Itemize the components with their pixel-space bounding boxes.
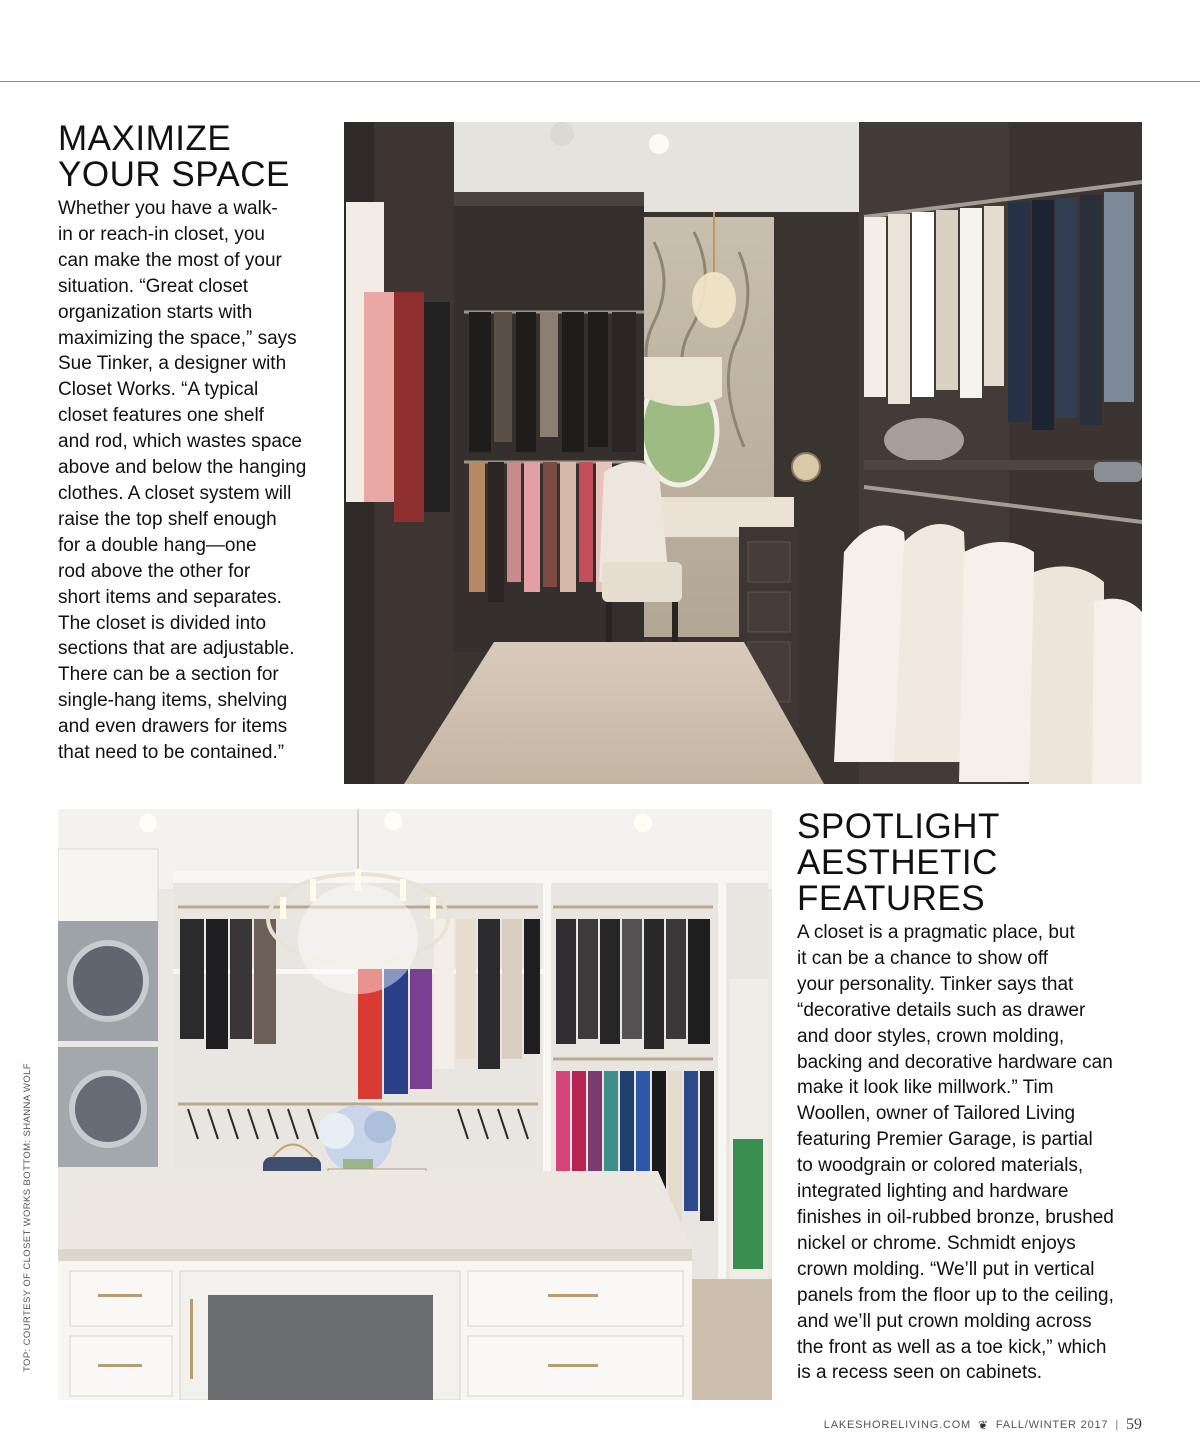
heading-line: YOUR SPACE — [58, 155, 290, 194]
body-line: Woollen, owner of Tailored Living — [797, 1103, 1076, 1125]
body-line: closet features one shelf — [58, 405, 264, 427]
section-body-spotlight — [797, 920, 1114, 1386]
body-line: “decorative details such as drawer — [797, 999, 1086, 1021]
body-line: situation. “Great closet — [58, 275, 249, 297]
body-line: A closet is a pragmatic place, but — [797, 922, 1075, 943]
heading-line: FEATURES — [797, 879, 986, 918]
body-line: and we’ll put crown molding across — [797, 1310, 1092, 1332]
section-heading-maximize — [58, 121, 290, 193]
body-line: sections that are adjustable. — [58, 638, 295, 660]
heading-line: AESTHETIC — [797, 843, 998, 882]
body-line: backing and decorative hardware can — [797, 1051, 1113, 1073]
body-line: rod above the other for — [58, 560, 251, 582]
body-line: in or reach-in closet, you — [58, 223, 265, 245]
body-line: integrated lighting and hardware — [797, 1181, 1069, 1203]
heading-line: MAXIMIZE — [58, 119, 232, 158]
body-line: and rod, which wastes space — [58, 431, 302, 453]
body-line: single-hang items, shelving — [58, 690, 288, 712]
header-rule — [0, 81, 1200, 82]
page-footer — [824, 1416, 1142, 1434]
body-line: can make the most of your — [58, 249, 282, 271]
body-line: The closet is divided into — [58, 612, 267, 634]
body-line: featuring Premier Garage, is partial — [797, 1129, 1093, 1151]
photo-credit: TOP: COURTESY OF CLOSET WORKS BOTTOM: SHANNA WOLF — [22, 1062, 33, 1372]
body-line: clothes. A closet system will — [58, 482, 292, 504]
body-line: make it look like millwork.” Tim — [797, 1077, 1054, 1099]
page-number: 59 — [1126, 1416, 1142, 1433]
body-line: raise the top shelf enough — [58, 508, 277, 530]
body-line: it can be a chance to show off — [797, 947, 1049, 969]
body-line: and door styles, crown molding, — [797, 1025, 1065, 1047]
body-line: and even drawers for items — [58, 716, 288, 738]
body-line: organization starts with — [58, 301, 253, 323]
body-line: Closet Works. “A typical — [58, 379, 259, 401]
body-line: short items and separates. — [58, 586, 282, 608]
body-line: Whether you have a walk- — [58, 198, 278, 219]
footer-issue: FALL/WINTER 2017 — [995, 1419, 1109, 1431]
body-line: crown molding. “We’ll put in vertical — [797, 1258, 1095, 1280]
body-line: for a double hang—one — [58, 534, 257, 556]
body-line: There can be a section for — [58, 664, 279, 686]
body-line: finishes in oil-rubbed bronze, brushed — [797, 1206, 1114, 1228]
section-body-maximize — [58, 196, 306, 766]
body-line: maximizing the space,” says — [58, 327, 297, 349]
heading-line: SPOTLIGHT — [797, 807, 1000, 846]
photo-walk-in-closet — [344, 122, 1142, 784]
body-line: is a recess seen on cabinets. — [797, 1362, 1043, 1384]
body-line: above and below the hanging — [58, 457, 307, 479]
footer-separator: | — [1115, 1419, 1119, 1431]
body-line: Sue Tinker, a designer with — [58, 353, 287, 375]
body-line: panels from the floor up to the ceiling, — [797, 1284, 1114, 1306]
body-line: to woodgrain or colored materials, — [797, 1155, 1084, 1177]
paw-icon: ❦ — [978, 1418, 989, 1432]
section-heading-spotlight — [797, 809, 1000, 917]
footer-site: LAKESHORELIVING.COM — [823, 1419, 972, 1431]
photo-white-closet — [58, 809, 772, 1400]
body-line: the front as well as a toe kick,” which — [797, 1336, 1107, 1358]
body-line: nickel or chrome. Schmidt enjoys — [797, 1232, 1076, 1254]
body-line: your personality. Tinker says that — [797, 973, 1074, 995]
body-line: that need to be contained.” — [58, 742, 285, 764]
